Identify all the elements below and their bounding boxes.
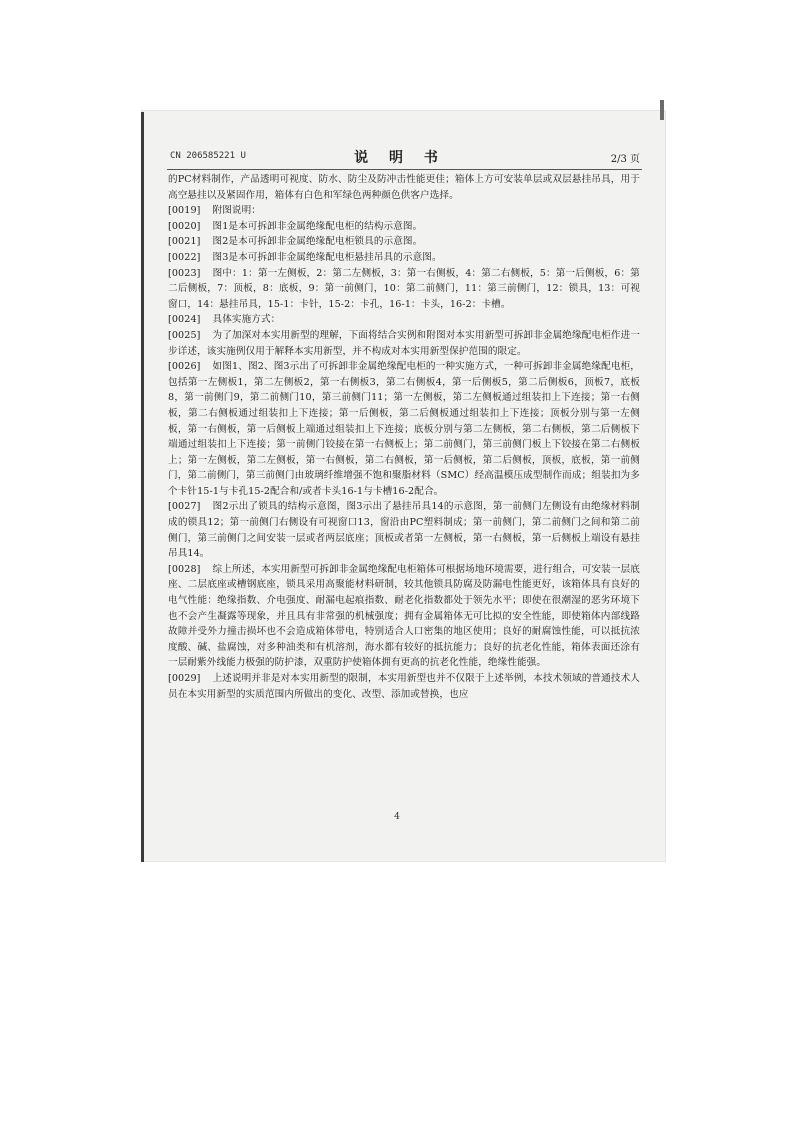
paragraph-number: [0026]	[168, 361, 201, 373]
paragraph	[168, 359, 640, 499]
paragraph-number: [0027]	[168, 501, 201, 513]
paragraph-number: [0025]	[168, 329, 201, 341]
paragraph-number: [0020]	[168, 220, 201, 232]
paragraph	[168, 219, 640, 235]
page-number: 4	[394, 812, 400, 822]
paragraph-number: [0022]	[168, 251, 201, 263]
paragraph	[168, 499, 640, 561]
paragraph-continued	[168, 172, 640, 203]
paragraph	[168, 671, 640, 702]
paragraph	[168, 312, 640, 328]
paragraph	[168, 266, 640, 313]
page-title: 说 明 书	[354, 150, 446, 166]
paragraph-number: [0028]	[168, 563, 201, 575]
paragraph-number: [0024]	[168, 314, 201, 326]
paragraph-number: [0019]	[168, 205, 201, 217]
paragraph-number: [0021]	[168, 236, 201, 248]
scan-edge-right	[660, 100, 664, 120]
paragraph-number: [0029]	[168, 673, 201, 684]
paragraph-text: 具体实施方式：	[212, 314, 281, 326]
paragraph-text: 图3是本可拆卸非金属绝缘配电柜悬挂吊具的示意图。	[212, 251, 442, 263]
page-of-indicator: 2/3 页	[610, 154, 640, 165]
paragraph	[168, 562, 640, 671]
paragraph-text: 的PC材料制作，产品透明可视度、防水、防尘及防冲击性能更佳；箱体上方可安装单层或双层悬挂吊具，用于高空悬挂以及紧固作用，箱体有白色和军绿色两种颜色供客户选择。	[168, 174, 640, 201]
paragraph-text: 上述说明并非是对本实用新型的限制，本实用新型也并不仅限于上述举例，本技术领域的普通技术人员在本实用新型的实质范围内所做出的变化、改型、添加或替换，也应	[168, 673, 640, 700]
publication-number: CN 206585221 U	[170, 151, 246, 161]
paragraph	[168, 234, 640, 250]
paragraph	[168, 328, 640, 359]
header-rule	[167, 169, 642, 170]
paragraph-text: 图2是本可拆卸非金属绝缘配电柜锁具的示意图。	[212, 236, 423, 248]
paragraph-text: 如图1、图2、图3示出了可拆卸非金属绝缘配电柜的一种实施方式，一种可拆卸非金属绝缘配电柜，包括第一左侧板1，第二左侧板2，第一右侧板3，第二右侧板4，第一后侧板5，第二后侧板6，顶板7，底板8，第一前侧门9，第二前侧门10，第三前侧门11；第一左侧板，第二左侧板通过组装扣上下连接；第一右侧板，第二右侧板通过组装扣上下连接；第一后侧板，第二后侧板通过组装扣上下连接；顶板分别与第一左侧板，第一右侧板，第一后侧板上端通过组装扣上下连接；底板分别与第二左侧板，第二右侧板，第二后侧板下端通过组装扣上下连接；第一前侧门铰接在第一右侧板上；第二前侧门，第三前侧门板上下铰接在第二右侧板上；第一左侧板，第二左侧板，第一右侧板，第二右侧板，第一后侧板，第二后侧板，顶板，底板，第一前侧门，第二前侧门，第三前侧门由玻璃纤维增强不饱和聚脂材料（SMC）经高温模压成型制作而成；组装扣为多个卡针15-1与卡孔15-2配合和/或者卡头16-1与卡槽16-2配合。	[168, 361, 640, 497]
paragraph-text: 附图说明：	[212, 205, 261, 217]
scan-edge-left	[141, 112, 144, 862]
paragraph-text: 综上所述，本实用新型可拆卸非金属绝缘配电柜箱体可根据场地环境需要，进行组合，可安装一层底座、二层底座或槽钢底座，锁具采用高聚能材料研制，较其他锁具防腐及防漏电性能更好，该箱体具有良好的电气性能：绝缘指数、介电强度、耐漏电起痕指数、耐老化指数都处于领先水平；即使在很潮湿的恶劣环境下也不会产生凝露等现象，并且具有非常强的机械强度；拥有金属箱体无可比拟的安全性能，即使箱体内部线路故障并受外力撞击损坏也不会造成箱体带电，特别适合人口密集的地区使用；良好的耐腐蚀性能，可以抵抗浓度酸、碱、盐腐蚀，对多种油类和有机溶剂，海水都有较好的抵抗能力；良好的抗老化性能，箱体表面还涂有一层耐紫外线能力极强的防护漆，双重防护使箱体拥有更高的抗老化性能，绝缘性能强。	[168, 563, 640, 669]
page-header	[0, 147, 794, 167]
paragraph-text: 为了加深对本实用新型的理解，下面将结合实例和附图对本实用新型可拆卸非金属绝缘配电柜作进一步详述，该实施例仅用于解释本实用新型，并不构成对本实用新型保护范围的限定。	[168, 329, 640, 357]
paragraph-text: 图2示出了锁具的结构示意图，图3示出了悬挂吊具14的示意图，第一前侧门左侧设有由绝缘材料制成的锁具12；第一前侧门右侧设有可视窗口13，窗沿由PC塑料制成；第一前侧门，第二前侧门之间和第二前侧门，第三前侧门之间安装一层或者两层底座；顶板或者第一左侧板，第一右侧板，第一后侧板上端设有悬挂吊具14。	[168, 501, 640, 560]
paragraph-text: 图1是本可拆卸非金属绝缘配电柜的结构示意图。	[212, 220, 423, 232]
paragraph-text: 图中：1：第一左侧板，2：第二左侧板，3：第一右侧板，4：第二右侧板，5：第一后侧板，6：第二后侧板，7：顶板，8：底板，9：第一前侧门，10：第二前侧门，11：第三前侧门，12：锁具，13：可视窗口，14：悬挂吊具，15-1：卡针，15-2：卡孔，16-1：卡头，16-2：卡槽。	[168, 267, 640, 310]
document-body	[168, 172, 640, 702]
paragraph	[168, 203, 640, 219]
paragraph-number: [0023]	[168, 267, 201, 279]
paragraph	[168, 250, 640, 266]
